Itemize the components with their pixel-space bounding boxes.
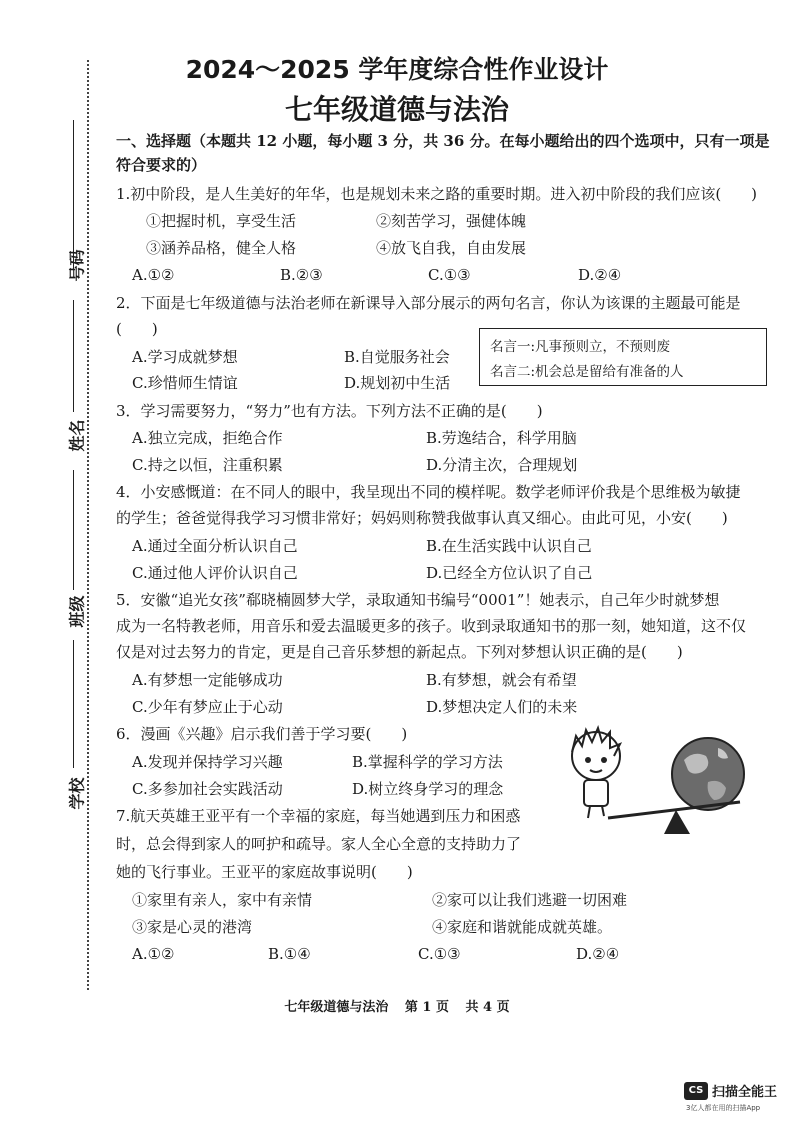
footer-total: 共 4 页 [465, 1000, 510, 1015]
binding-dotted-line [87, 60, 89, 990]
camscanner-logo: CS [684, 1082, 708, 1100]
q7-item-4: ④家庭和谐就能成就英雄。 [432, 918, 613, 936]
school-label: 学校 [67, 777, 87, 810]
q7-stem-line2: 时，总会得到家人的呵护和疏导。家人全心全意的支持助力了 [116, 835, 522, 853]
q7-stem-line1: 7.航天英雄王亚平有一个幸福的家庭，每当她遇到压力和困惑 [116, 807, 521, 825]
q7-option-c: C.①③ [418, 945, 461, 963]
q4-option-b: B.在生活实践中认识自己 [426, 537, 592, 555]
q1-item-4: ④放飞自我，自由发展 [376, 239, 527, 257]
q6-option-d: D.树立终身学习的理念 [352, 780, 504, 798]
q1-option-d: D.②④ [578, 266, 622, 284]
number-label: 号码 [67, 249, 87, 282]
name-blank-line [73, 300, 74, 412]
class-blank-line [73, 470, 74, 590]
q3-option-c: C.持之以恒，注重积累 [132, 456, 283, 474]
section-header-line2: 符合要求的） [116, 156, 207, 174]
q4-stem-line1: 4．小安感慨道：在不同人的眼中，我呈现出不同的模样呢。数学老师评价我是个思维极为敏捷 [116, 483, 741, 501]
q4-option-a: A.通过全面分析认识自己 [132, 537, 298, 555]
q2-stem-line1: 2．下面是七年级道德与法治老师在新课导入部分展示的两句名言，你认为该课的主题最可能是 [116, 294, 741, 312]
school-blank-line [73, 640, 74, 768]
q7-option-b: B.①④ [268, 945, 311, 963]
q1-option-b: B.②③ [280, 266, 323, 284]
q1-item-3: ③涵养品格，健全人格 [146, 239, 297, 257]
footer-subject: 七年级道德与法治 [284, 1000, 389, 1015]
q1-option-a: A.①② [132, 266, 175, 284]
q3-option-d: D.分清主次，合理规划 [426, 456, 578, 474]
q5-option-c: C.少年有梦应止于心动 [132, 698, 283, 716]
q5-option-d: D.梦想决定人们的未来 [426, 698, 578, 716]
quote-box [479, 328, 767, 386]
interest-cartoon [548, 722, 748, 840]
camscanner-name: 扫描全能王 [712, 1085, 778, 1100]
q1-item-2: ②刻苦学习，强健体魄 [376, 212, 527, 230]
footer-page: 第 1 页 [404, 1000, 449, 1015]
q4-option-d: D.已经全方位认识了自己 [426, 564, 593, 582]
q2-option-c: C.珍惜师生情谊 [132, 374, 238, 392]
q5-option-b: B.有梦想，就会有希望 [426, 671, 577, 689]
class-label: 班级 [67, 595, 87, 628]
q1-stem: 1.初中阶段，是人生美好的年华，也是规划未来之路的重要时期。进入初中阶段的我们应该( ) [116, 185, 758, 203]
camscanner-tagline: 3亿人都在用的扫描App [686, 1104, 761, 1112]
q4-stem-line2: 的学生；爸爸觉得我学习习惯非常好；妈妈则称赞我做事认真又细心。由此可见，小安( ) [116, 509, 728, 527]
q3-option-b: B.劳逸结合，科学用脑 [426, 429, 577, 447]
document-title: 2024～2025 学年度综合性作业设计 [185, 55, 609, 84]
q7-option-d: D.②④ [576, 945, 620, 963]
name-label: 姓名 [67, 419, 87, 452]
q2-option-a: A.学习成就梦想 [132, 348, 238, 366]
q3-stem: 3．学习需要努力，“努力”也有方法。下列方法不正确的是( ) [116, 402, 543, 420]
q7-item-3: ③家是心灵的港湾 [132, 918, 253, 936]
q7-stem-line3: 她的飞行事业。王亚平的家庭故事说明( ) [116, 863, 413, 881]
q2-stem-line2: ( ) [116, 320, 158, 338]
q6-option-b: B.掌握科学的学习方法 [352, 753, 503, 771]
q7-option-a: A.①② [132, 945, 175, 963]
q5-stem-line1: 5．安徽“追光女孩”郗晓楠圆梦大学，录取通知书编号“0001”！她表示，自己年少时就梦想 [116, 591, 720, 609]
q6-stem: 6．漫画《兴趣》启示我们善于学习要( ) [116, 725, 408, 743]
q4-option-c: C.通过他人评价认识自己 [132, 564, 298, 582]
q6-option-c: C.多参加社会实践活动 [132, 780, 283, 798]
q1-item-1: ①把握时机，享受生活 [146, 212, 297, 230]
section-header-line1: 一、选择题（本题共 12 小题，每小题 3 分，共 36 分。在每小题给出的四个选项中，只有一项是 [116, 132, 770, 150]
q2-option-d: D.规划初中生活 [344, 374, 451, 392]
quote-2: 名言二:机会总是留给有准备的人 [490, 364, 684, 380]
q6-option-a: A.发现并保持学习兴趣 [132, 753, 283, 771]
q2-option-b: B.自觉服务社会 [344, 348, 450, 366]
q5-stem-line2: 成为一名特教老师，用音乐和爱去温暖更多的孩子。收到录取通知书的那一刻，她知道，这不仅 [116, 617, 747, 635]
q3-option-a: A.独立完成，拒绝合作 [132, 429, 283, 447]
page-footer [0, 996, 794, 1015]
document-subtitle: 七年级道德与法治 [284, 93, 509, 126]
quote-1: 名言一:凡事预则立，不预则废 [490, 339, 671, 355]
q7-item-1: ①家里有亲人，家中有亲情 [132, 891, 313, 909]
q5-stem-line3: 仅是对过去努力的肯定，更是自己音乐梦想的新起点。下列对梦想认识正确的是( ) [116, 643, 683, 661]
q1-option-c: C.①③ [428, 266, 471, 284]
q5-option-a: A.有梦想一定能够成功 [132, 671, 283, 689]
q7-item-2: ②家可以让我们逃避一切困难 [432, 891, 628, 909]
